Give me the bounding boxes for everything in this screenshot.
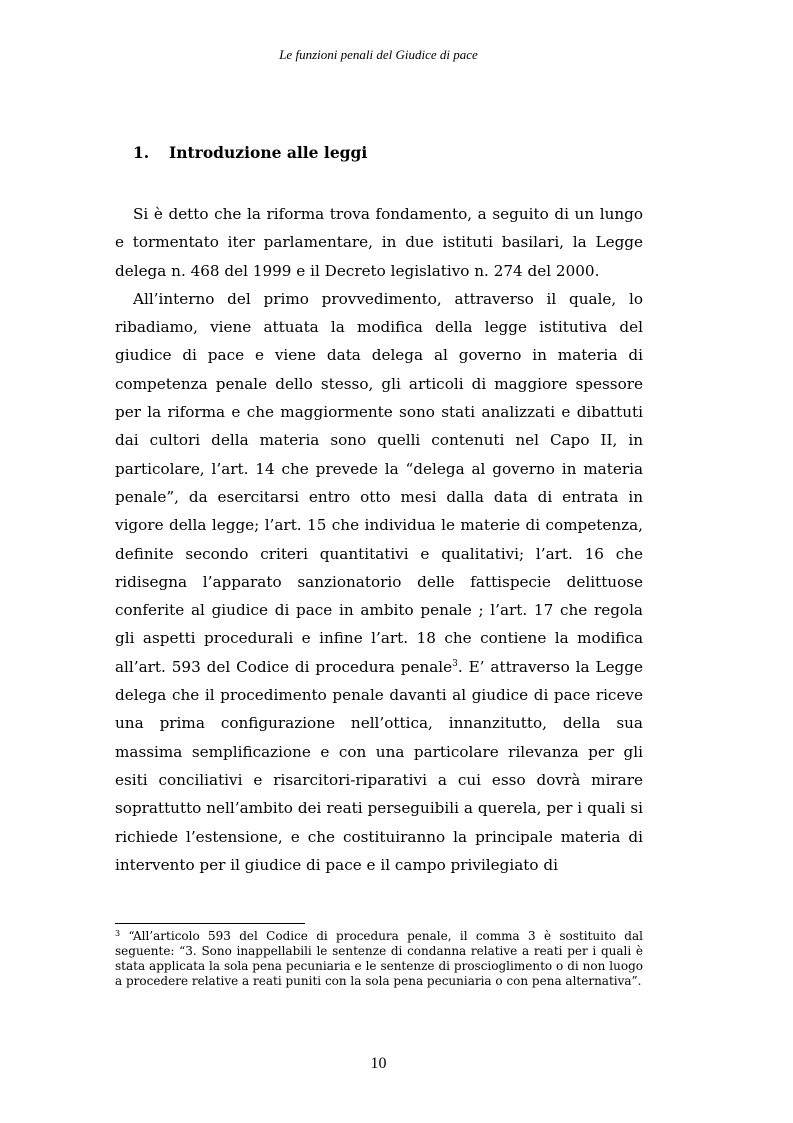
paragraph-text: All’interno del primo provvedimento, attraverso il quale, lo ribadiamo, viene attuata la modifica della legge istitutiva del giudice di pace e viene data delega al governo in materia di competenza penale dello stesso, gli articoli di maggiore spessore per la riforma e che maggiormente sono stati analizzati e dibattuti dai cultori della materia sono quelli contenuti nel Capo II, in particolare, l’art. 14 che prevede la “delega al governo in materia penale”, da esercitarsi entro otto mesi dalla data di entrata in vigore della legge; l’art. 15 che individua le materie di competenza, definite secondo criteri quantitativi e qualitativi; l’art. 16 che ridisegna l’apparato sanzionatorio delle fattispecie delittuose conferite al giudice di pace in ambito penale ; l’art. 17 che regola gli aspetti procedurali e infine l’art. 18 che contiene la modifica all’art. 593 del Codice di procedura penale <box>115 289 643 676</box>
footnote <box>115 929 643 989</box>
running-head: Le funzioni penali del Giudice di pace <box>279 47 478 62</box>
section-heading <box>133 143 367 162</box>
body-text <box>115 200 643 879</box>
footnote-marker: 3 <box>115 929 121 938</box>
footnote-reference[interactable]: 3 <box>452 658 458 669</box>
paragraph <box>115 285 643 879</box>
section-number: 1. <box>133 143 150 162</box>
paragraph: Si è detto che la riforma trova fondamento, a seguito di un lungo e tormentato iter parlamentare, in due istituti basilari, la Legge delega n. 468 del 1999 e il Decreto legislativo n. 274 del 2000. <box>115 205 643 280</box>
paragraph-text: . E’ attraverso la Legge delega che il procedimento penale davanti al giudice di pace riceve una prima configurazione nell’ottica, innanzitutto, della sua massima semplificazione e con una particolare rilevanza per gli esiti conciliativi e risarcitori-riparativi a cui esso dovrà mirare soprattutto nell’ambito dei reati perseguibili a querela, per i quali si richiede l’estensione, e che costituiranno la principale materia di intervento per il giudice di pace e il campo privilegiato di <box>115 657 643 874</box>
footnote-text: “All’articolo 593 del Codice di procedura penale, il comma 3 è sostituito dal seguente: “3. Sono inappellabili le sentenze di condanna relative a reati per i quali è stata applicata la sola pena pecuniaria e le sentenze di proscioglimento o di non luogo a procedere relative a reati puniti con la sola pena pecuniaria o con pena alternativa”. <box>115 929 643 988</box>
page-number: 10 <box>370 1055 387 1072</box>
footnote-separator <box>115 923 305 924</box>
section-title: Introduzione alle leggi <box>169 143 368 162</box>
